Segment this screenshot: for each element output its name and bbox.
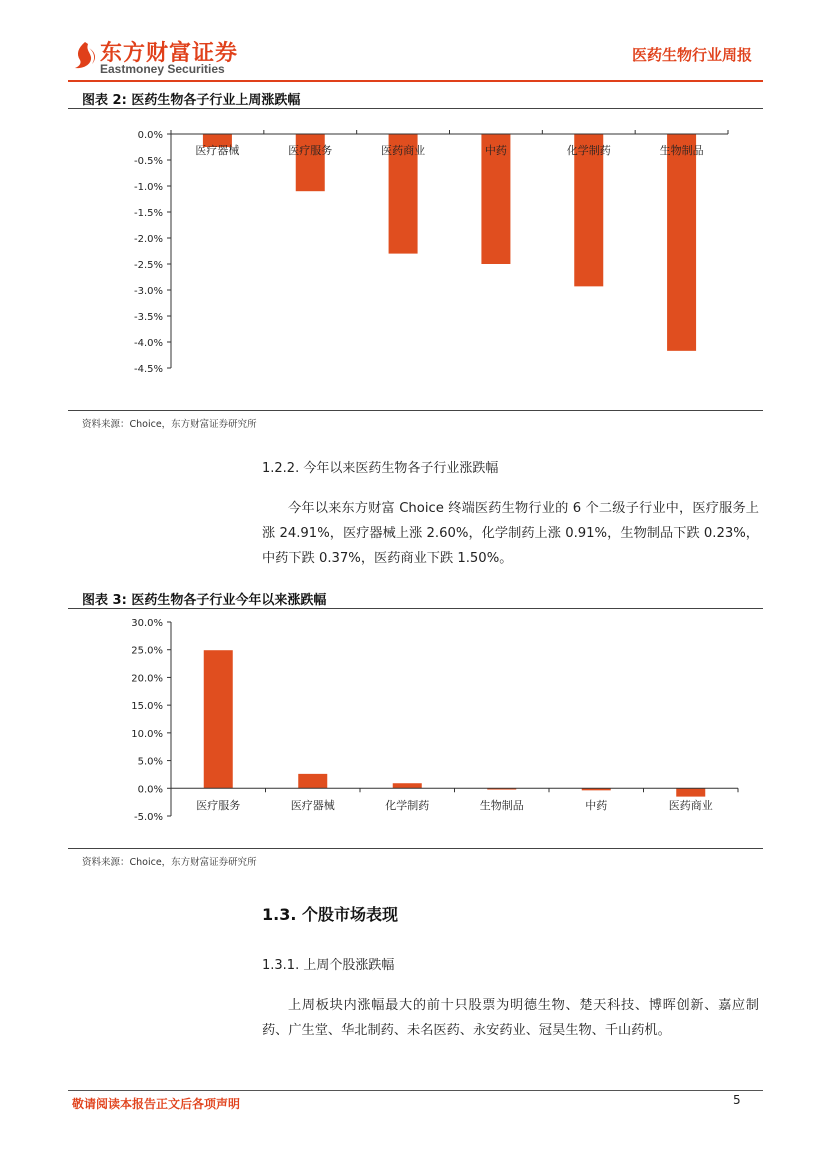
section-paragraph-1-3-1: 上周板块内涨幅最大的前十只股票为明德生物、楚天科技、博晖创新、嘉应制药、广生堂、华北制药、未名医药、永安药业、冠昊生物、千山药机。 [262, 998, 759, 1038]
section-heading-1-2-2: 1.2.2. 今年以来医药生物各子行业涨跌幅 [262, 461, 499, 476]
y-tick-label: 0.0% [137, 784, 163, 796]
x-category-label: 医药商业 [381, 144, 426, 157]
bar [393, 783, 422, 788]
x-category-label: 医疗器械 [195, 144, 240, 157]
section-paragraph-1-2-2: 今年以来东方财富 Choice 终端医药生物行业的 6 个二级子行业中，医疗服务上涨 24.91%，医疗器械上涨 2.60%，化学制药上涨 0.91%，生物制品下跌 0.23%，中药下跌 0.37%，医药商业下跌 1.50%。 [262, 501, 759, 566]
y-tick-label: -3.5% [133, 312, 163, 323]
logo-chinese-text: 东方财富证券 [100, 41, 239, 66]
y-tick-label: -4.5% [133, 364, 163, 375]
footer-divider [68, 1090, 763, 1091]
bar [204, 650, 233, 788]
x-category-label: 生物制品 [659, 144, 704, 157]
page-number: 5 [733, 1093, 741, 1107]
figure3-source: 资料来源：Choice，东方财富证券研究所 [82, 857, 257, 868]
x-category-label: 医药商业 [668, 799, 713, 812]
figure3-title [82, 589, 326, 608]
x-category-label: 医疗服务 [196, 799, 241, 812]
bar [298, 774, 327, 788]
header-divider [68, 80, 763, 82]
y-tick-label: 30.0% [131, 618, 163, 629]
x-category-label: 医疗器械 [290, 799, 335, 812]
y-tick-label: 20.0% [131, 673, 163, 685]
chart-ytd-change [68, 612, 768, 832]
y-tick-label: -3.0% [133, 286, 163, 297]
figure2-top-rule [68, 108, 763, 109]
y-tick-label: -4.0% [133, 338, 163, 349]
x-category-label: 中药 [585, 799, 608, 812]
figure3-top-rule [68, 608, 763, 609]
figure2-caption: 医药生物各子行业上周涨跌幅 [131, 93, 301, 108]
logo-english-text: Eastmoney Securities [100, 62, 225, 76]
y-tick-label: 0.0% [137, 130, 163, 141]
bar [667, 134, 696, 351]
x-category-label: 医疗服务 [288, 144, 333, 157]
footer-disclaimer: 敬请阅读本报告正文后各项声明 [72, 1097, 241, 1111]
y-tick-label: -2.5% [133, 260, 163, 271]
y-tick-label: -0.5% [133, 156, 163, 167]
chart-weekly-change [68, 112, 768, 402]
figure2-source: 资料来源：Choice，东方财富证券研究所 [82, 419, 257, 430]
section-heading-1-3-1: 1.3.1. 上周个股涨跌幅 [262, 958, 395, 973]
x-category-label: 化学制药 [566, 144, 611, 157]
figure2-label: 图表 2: [82, 93, 127, 108]
figure2-bottom-rule [68, 410, 763, 411]
section-heading-1-3: 1.3. 个股市场表现 [262, 905, 398, 924]
x-category-label: 化学制药 [385, 799, 430, 812]
figure3-label: 图表 3: [82, 593, 127, 608]
bar [296, 134, 325, 191]
figure2-title [82, 89, 300, 108]
report-type-title: 医药生物行业周报 [631, 46, 752, 64]
x-category-label: 生物制品 [479, 799, 524, 812]
y-tick-label: 15.0% [131, 701, 163, 713]
y-tick-label: 25.0% [131, 645, 163, 657]
x-category-label: 中药 [484, 144, 507, 157]
y-tick-label: 10.0% [131, 728, 163, 740]
figure3-caption: 医药生物各子行业今年以来涨跌幅 [131, 593, 327, 608]
company-logo-icon [72, 40, 98, 70]
y-tick-label: -2.0% [133, 234, 163, 245]
figure3-bottom-rule [68, 848, 763, 849]
y-tick-label: -5.0% [133, 812, 163, 823]
y-tick-label: 5.0% [137, 756, 163, 768]
y-tick-label: -1.0% [133, 182, 163, 193]
bar [676, 788, 705, 796]
y-tick-label: -1.5% [133, 208, 163, 219]
